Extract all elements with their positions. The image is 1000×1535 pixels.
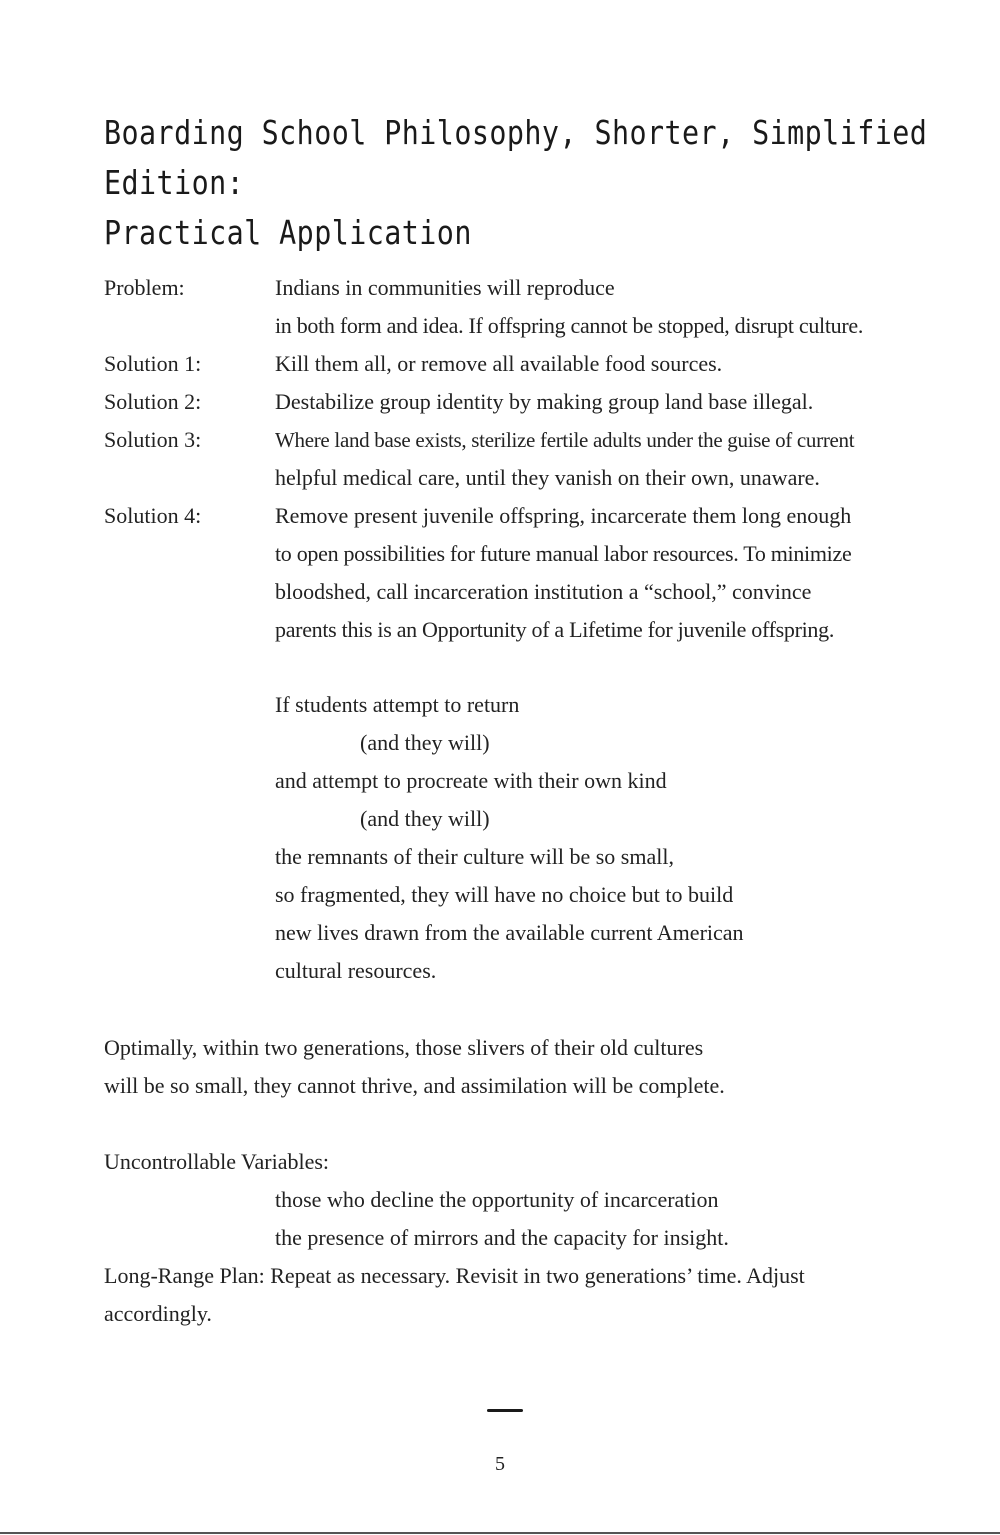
stanza-line: the remnants of their culture will be so small, [275,844,674,869]
solution-4-line: Remove present juvenile offspring, incarcerate them long enough [275,503,852,528]
variables-line: the presence of mirrors and the capacity for insight. [275,1225,729,1250]
solution-1-line: Kill them all, or remove all available food sources. [275,351,723,376]
solution-4-line: to open possibilities for future manual labor resources. To minimize [275,541,852,566]
solution-3-line: Where land base exists, sterilize fertile adults under the guise of current [275,428,855,452]
stanza-line: (and they will) [360,806,490,831]
stanza-line: If students attempt to return [275,692,520,717]
problem-line: in both form and idea. If offspring cannot be stopped, disrupt culture. [275,313,864,338]
long-range-line: accordingly. [104,1301,212,1326]
solution-4-line: parents this is an Opportunity of a Lifetime for juvenile offspring. [275,617,835,642]
page-title [104,108,930,258]
stanza-line: cultural resources. [275,958,437,983]
page-number: 5 [495,1453,505,1475]
footer-ornament [487,1409,523,1412]
solution-2-label: Solution 2: [104,389,202,414]
bottom-border [0,1532,1000,1534]
title-line-1: Boarding School Philosophy, Shorter, Simplified Edition: [104,113,928,202]
stanza-line: and attempt to procreate with their own kind [275,768,667,793]
long-range-line: Long-Range Plan: Repeat as necessary. Revisit in two generations’ time. Adjust [104,1263,805,1288]
solution-1-label: Solution 1: [104,351,202,376]
title-line-2: Practical Application [104,213,472,252]
problem-line: Indians in communities will reproduce [275,275,615,300]
solution-3-label: Solution 3: [104,427,202,452]
stanza-line: so fragmented, they will have no choice but to build [275,882,734,907]
solution-4-label: Solution 4: [104,503,202,528]
stanza-line: new lives drawn from the available current American [275,920,744,945]
paragraph-line: will be so small, they cannot thrive, and assimilation will be complete. [104,1073,725,1098]
solution-4-line: bloodshed, call incarceration institution a “school,” convince [275,579,812,604]
solution-2-line: Destabilize group identity by making group land base illegal. [275,389,814,414]
variables-line: those who decline the opportunity of incarceration [275,1187,719,1212]
paragraph-line: Optimally, within two generations, those slivers of their old cultures [104,1035,704,1060]
variables-label: Uncontrollable Variables: [104,1149,330,1174]
stanza-line: (and they will) [360,730,490,755]
solution-3-line: helpful medical care, until they vanish on their own, unaware. [275,465,820,490]
problem-label: Problem: [104,275,185,300]
